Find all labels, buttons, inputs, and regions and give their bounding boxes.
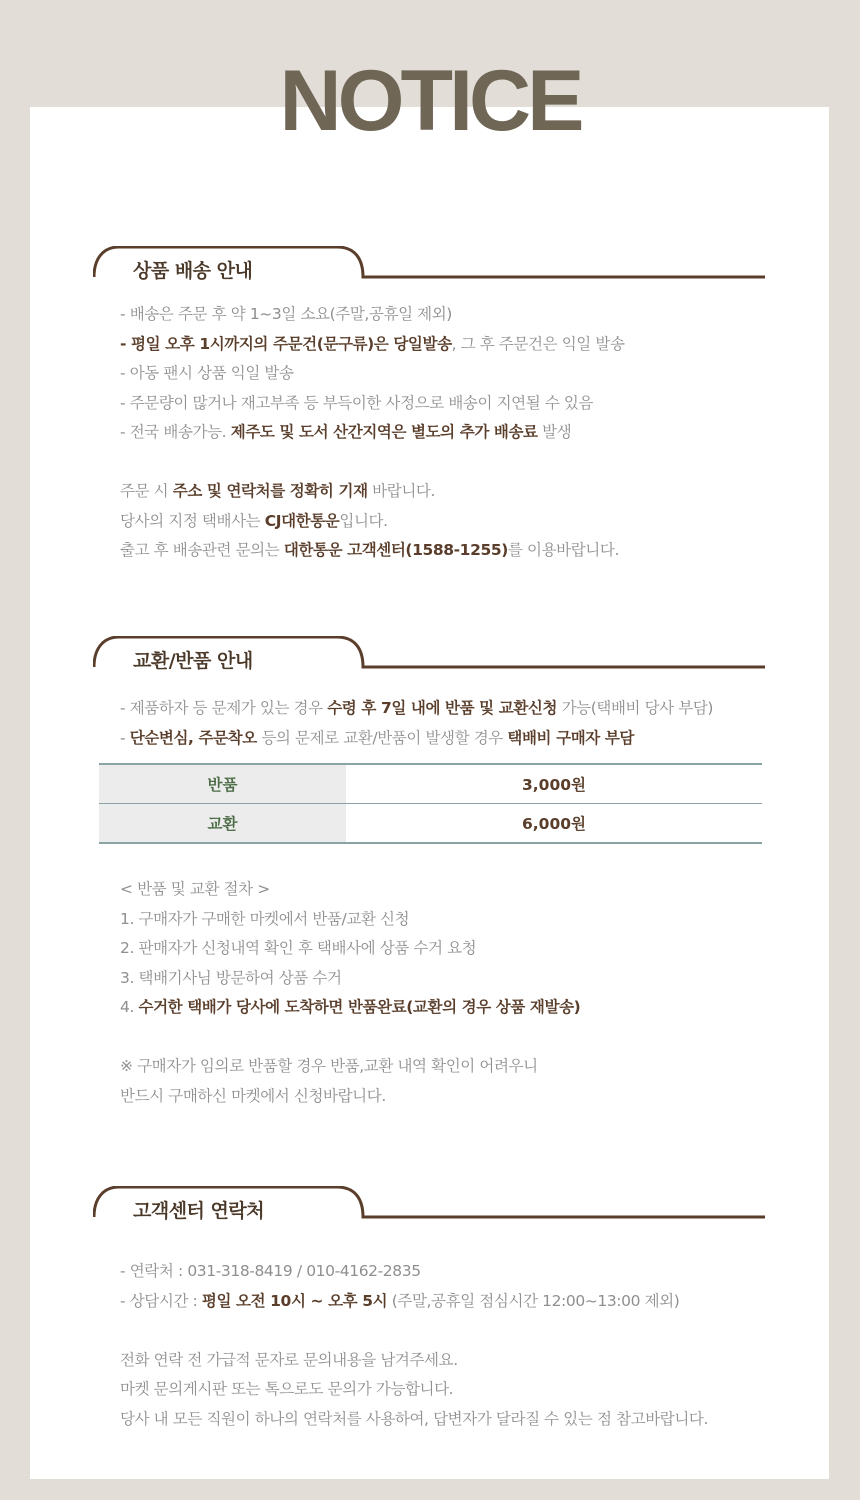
list-item (120, 477, 800, 507)
body-text: < 반품 및 교환 절차 > (120, 880, 270, 898)
body-text: - (120, 728, 130, 747)
body-text: - 아동 팬시 상품 익일 발송 (120, 364, 294, 382)
emphasis-text: 대한통운 고객센터(1588-1255) (283, 541, 508, 559)
list-item (120, 1316, 800, 1346)
body-text: - 주문량이 많거나 재고부족 등 부득이한 사정으로 배송이 지연될 수 있음 (120, 393, 594, 412)
emphasis-text: 평일 오전 10시 ~ 오후 5시 (201, 1291, 388, 1310)
exchange-title: 교환/반품 안내 (133, 650, 253, 672)
list-item (120, 694, 800, 724)
emphasis-text: 주소 및 연락처를 정확히 기재 (172, 482, 368, 500)
return-procedure-list (120, 875, 800, 1111)
body-text: 주문 시 (120, 482, 173, 500)
list-item (120, 389, 800, 419)
exchange-section-header (93, 636, 767, 670)
emphasis-text: 단순변심, 주문착오 (129, 728, 257, 747)
emphasis-text: - 평일 오후 1시까지의 주문건(문구류)은 당일발송 (120, 334, 452, 353)
body-text: 입니다. (339, 511, 388, 530)
list-item (120, 1287, 800, 1317)
emphasis-text: 수령 후 7일 내에 반품 및 교환신청 (327, 699, 558, 717)
contact-title: 고객센터 연락처 (133, 1200, 265, 1222)
list-item (120, 300, 800, 330)
body-text: 4. (120, 998, 139, 1016)
emphasis-text: CJ대한통운 (264, 511, 340, 530)
body-text: (주말,공휴일 점심시간 12:00~13:00 제외) (387, 1291, 680, 1310)
exchange-info-list (120, 694, 800, 753)
shipping-title: 상품 배송 안내 (133, 260, 253, 282)
table-row (99, 764, 762, 804)
emphasis-text: 수거한 택배가 당사에 도착하면 반품완료(교환의 경우 상품 재발송) (138, 998, 581, 1016)
list-item (120, 1052, 800, 1082)
shipping-info-list (120, 300, 800, 566)
fee-price: 6,000원 (346, 804, 762, 844)
body-text: 발생 (537, 423, 572, 441)
list-item (120, 905, 800, 935)
list-item (120, 330, 800, 360)
shipping-section-header (93, 246, 767, 280)
body-text: 를 이용바랍니다. (507, 541, 619, 559)
shipping-fee-table (99, 763, 762, 844)
body-text: , 그 후 주문건은 익일 발송 (451, 334, 625, 353)
list-item (120, 418, 800, 448)
body-text: - 제품하자 등 문제가 있는 경우 (120, 699, 328, 717)
body-text: 당사의 지정 택배사는 (120, 511, 265, 530)
fee-label: 교환 (99, 804, 346, 844)
body-text: 3. 택배기사님 방문하여 상품 수거 (120, 968, 342, 987)
list-item (120, 875, 800, 905)
fee-price: 3,000원 (521, 776, 586, 794)
list-item (120, 536, 800, 566)
emphasis-text: 제주도 및 도서 산간지역은 별도의 추가 배송료 (230, 423, 538, 441)
body-text: - 상담시간 : (120, 1291, 202, 1310)
contact-section-header (93, 1186, 767, 1220)
body-text: 당사 내 모든 직원이 하나의 연락처를 사용하여, 답변자가 달라질 수 있는 점 참고바랍니다. (120, 1409, 709, 1428)
body-text: ※ 구매자가 임의로 반품할 경우 반품,교환 내역 확인이 어려우니 (120, 1057, 538, 1075)
list-item (120, 1346, 800, 1376)
fee-label: 반품 (99, 764, 346, 804)
list-item (120, 448, 800, 478)
list-item (120, 1257, 800, 1287)
page-title: NOTICE (279, 53, 581, 149)
list-item (120, 934, 800, 964)
list-item (120, 964, 800, 994)
body-text: 전화 연락 전 가급적 문자로 문의내용을 남겨주세요. (120, 1350, 458, 1369)
body-text: 가능(택배비 당사 부담) (557, 699, 714, 717)
list-item (120, 1023, 800, 1053)
body-text: - 전국 배송가능. (120, 423, 231, 441)
table-row (99, 804, 762, 844)
body-text: 1. 구매자가 구매한 마켓에서 반품/교환 신청 (120, 909, 410, 928)
body-text: - 연락처 : 031-318-8419 / 010-4162-2835 (120, 1262, 421, 1280)
body-text: 2. 판매자가 신청내역 확인 후 택배사에 상품 수거 요청 (120, 939, 477, 957)
list-item (120, 1375, 800, 1405)
list-item (120, 359, 800, 389)
body-text: 마켓 문의게시판 또는 톡으로도 문의가 가능합니다. (120, 1380, 454, 1398)
body-text: 바랍니다. (367, 482, 436, 500)
list-item (120, 993, 800, 1023)
body-text: 반드시 구매하신 마켓에서 신청바랍니다. (120, 1086, 386, 1105)
body-text: - 배송은 주문 후 약 1~3일 소요(주말,공휴일 제외) (120, 305, 452, 323)
contact-info-list (120, 1257, 800, 1434)
emphasis-text: 택배비 구매자 부담 (507, 728, 634, 747)
list-item (120, 724, 800, 754)
body-text: 등의 문제로 교환/반품이 발생할 경우 (256, 728, 508, 747)
body-text: 출고 후 배송관련 문의는 (120, 541, 284, 559)
list-item (120, 1082, 800, 1112)
list-item (120, 507, 800, 537)
list-item (120, 1405, 800, 1435)
